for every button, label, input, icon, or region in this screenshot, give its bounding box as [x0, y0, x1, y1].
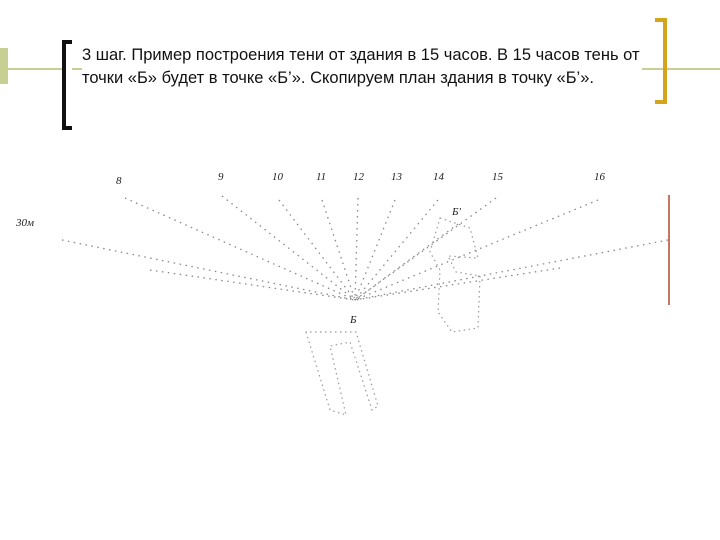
ray-8 — [125, 198, 355, 300]
ray-right-extra — [355, 240, 668, 300]
hour-label-14: 14 — [433, 171, 444, 183]
ray-12 — [355, 198, 358, 300]
sun-rays — [62, 196, 668, 300]
shadow-outline — [430, 218, 480, 332]
hour-label-10: 10 — [272, 171, 283, 183]
building-plan — [306, 332, 378, 415]
hour-label-13: 13 — [391, 171, 402, 183]
point-b-label: Б — [350, 314, 357, 326]
ray-left-low — [150, 270, 355, 300]
hour-label-9: 9 — [218, 171, 224, 183]
point-b-prime-label: Б' — [452, 206, 461, 218]
hour-label-15: 15 — [492, 171, 503, 183]
ray-11 — [322, 200, 355, 300]
ray-10 — [279, 200, 355, 300]
ray-right-low — [355, 268, 560, 300]
hour-label-16: 16 — [594, 171, 605, 183]
hour-label-8: 8 — [116, 175, 122, 187]
ray-9 — [222, 196, 355, 300]
ray-14 — [355, 200, 438, 300]
slide-title: 3 шаг. Пример построения тени от здания в 15 часов. В 15 часов тень от точки «Б» будет в точке «Б’». Скопируем план здания в точку «Б’». — [82, 44, 642, 90]
ray-left-extra — [62, 240, 355, 300]
building-outline — [306, 332, 378, 415]
hour-label-11: 11 — [316, 171, 327, 183]
hour-label-12: 12 — [353, 171, 364, 183]
scale-label: 30м — [16, 217, 35, 229]
ray-15 — [355, 198, 496, 300]
right-bracket — [655, 18, 667, 104]
shadow-diagram — [0, 160, 720, 430]
left-bracket — [62, 40, 72, 130]
shadow-plan — [355, 218, 480, 332]
accent-bar — [0, 48, 8, 84]
ray-16 — [355, 200, 598, 300]
